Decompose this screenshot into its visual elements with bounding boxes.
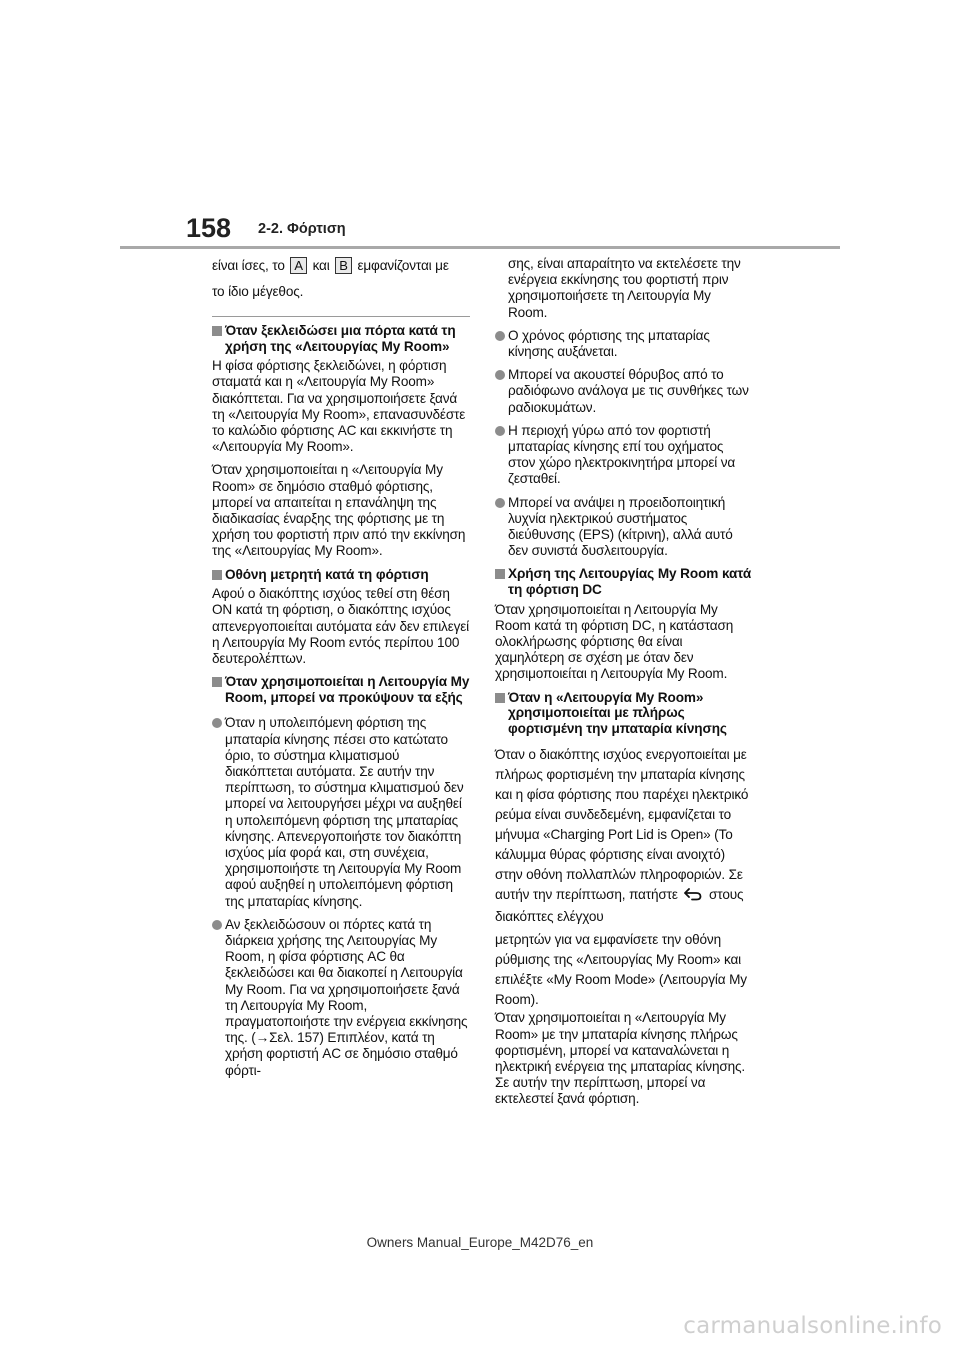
list-item-text: σης, είναι απαραίτητο να εκτελέσετε την ενέργεια εκκίνησης του φορτιστή πριν χρησιμοποιήσετε τη Λειτουργία My Room.	[508, 256, 741, 320]
heading-text: Χρήση της Λειτουργίας My Room κατά τη φόρτιση DC	[508, 566, 752, 598]
footer-text: Owners Manual_Europe_M42D76_en	[366, 1235, 594, 1250]
list-item-text: Η περιοχή γύρω από τον φορτιστή μπαταρίας κίνησης επί του οχήματος στον χώρο ηλεκτροκινητήρα μπορεί να ζεσταθεί.	[508, 422, 736, 487]
square-bullet-icon	[212, 677, 222, 687]
list-item	[212, 715, 470, 909]
heading-text: Οθόνη μετρητή κατά τη φόρτιση	[225, 566, 429, 582]
heading-my-room-effects	[212, 674, 470, 705]
list-item	[495, 367, 753, 416]
heading-text: Όταν χρησιμοποιείται η Λειτουργία My Room, μπορεί να προκύψουν τα εξής	[225, 674, 470, 705]
circle-bullet-icon	[495, 370, 505, 380]
list-item-text: Μπορεί να ανάψει η προειδοποιητική λυχνία ηλεκτρικού συστήματος διεύθυνσης (EPS) (κίτρινη), αλλά αυτό δεν συνιστά δυσλειτουργία.	[508, 494, 733, 559]
list-item-continued	[495, 256, 753, 321]
paragraph-text: Όταν ο διακόπτης ισχύος ενεργοποιείται με πλήρως φορτισμένη την μπαταρία κίνησης και η φίσα φόρτισης που παρέχει ηλεκτρικό ρεύμα είναι συνδεδεμένη, εμφανίζεται το μήνυμα «Charging Port Lid is Open» (Το κάλυμμα θύρας φόρτισης είναι ανοιχτό) στην οθόνη πολλαπλών πληροφοριών. Σε αυτήν την περίπτωση, πατήστε	[495, 747, 749, 903]
paragraph-text: στους διακόπτες ελέγχου	[495, 887, 744, 925]
section-title: 2-2. Φόρτιση	[258, 221, 346, 237]
paragraph: Όταν χρησιμοποιείται η Λειτουργία My Room κατά τη φόρτιση DC, η κατάσταση ολοκλήρωσης φόρτισης θα είναι χαμηλότερη σε σχέση με όταν δεν χρησιμοποιείται η Λειτουργία My Room.	[495, 601, 734, 682]
circle-bullet-icon	[212, 920, 222, 930]
list-item	[212, 917, 470, 1079]
list-item-text: Ο χρόνος φόρτισης της μπαταρίας κίνησης αυξάνεται.	[508, 327, 710, 360]
paragraph	[495, 745, 753, 927]
square-bullet-icon	[495, 693, 505, 703]
paragraph: Όταν χρησιμοποιείται η «Λειτουργία My Room» σε δημόσιο σταθμό φόρτισης, μπορεί να απαιτείται η επανάληψη της διαδικασίας έναρξης της φόρτισης με τη χρήση του φορτιστή πριν από την εκκίνηση της «Λειτουργίας My Room».	[212, 462, 466, 559]
paragraph: Η φίσα φόρτισης ξεκλειδώνει, η φόρτιση σταματά και η «Λειτουργία My Room» διακόπτεται. Για να χρησιμοποιήσετε ξανά τη «Λειτουργία My Room», επανασυνδέστε το καλώδιο φόρτισης AC και εκκινήστε τη «Λειτουργία My Room».	[212, 358, 466, 455]
list-item	[495, 495, 753, 560]
heading-text: Όταν η «Λειτουργία My Room» χρησιμοποιείται με πλήρως φορτισμένη την μπαταρία κίνησης	[508, 689, 727, 736]
header-rule	[120, 246, 840, 249]
section-divider	[212, 316, 470, 317]
heading-dc-charging	[495, 566, 753, 597]
marker-b-box: B	[335, 257, 352, 274]
left-column	[212, 256, 470, 1086]
marker-a-box: A	[290, 257, 307, 274]
list-item-text: Αν ξεκλειδώσουν οι πόρτες κατά τη διάρκεια χρήσης της Λειτουργίας My Room, η φίσα φόρτισης AC θα ξεκλειδώσει και θα διακοπεί η Λειτουργία My Room. Για να χρησιμοποιήσετε ξανά τη Λειτουργία My Room, πραγματοποιήστε την ενέργεια εκκίνησης της. (→Σελ. 157) Επιπλέον, κατά τη χρήση φορτιστή AC σε δημόσιο σταθμό φόρτι-	[225, 916, 468, 1078]
list-item	[495, 328, 753, 360]
intro-text-middle: και	[312, 258, 330, 273]
page-number: 158	[186, 213, 232, 243]
paragraph: Όταν χρησιμοποιείται η «Λειτουργία My Room» με την μπαταρία κίνησης πλήρως φορτισμένη, μπορεί να καταναλώνεται η ηλεκτρική ενέργεια της μπαταρίας κίνησης. Σε αυτήν την περίπτωση, μπορεί να εκτελεστεί ξανά φόρτιση.	[495, 1010, 746, 1107]
list-item-text: Όταν η υπολειπόμενη φόρτιση της μπαταρία κίνησης πέσει στο κατώτατο όριο, το σύστημα κλιματισμού διακόπτεται αυτόματα. Σε αυτήν την περίπτωση, το σύστημα κλιματισμού δεν μπορεί να λειτουργήσει μέχρι να αυξηθεί η υπολειπόμενη φόρτιση της μπαταρίας κίνησης. Απενεργοποιήστε τον διακόπτη ισχύος μία φορά και, στη συνέχεια, χρησιμοποιήστε τη Λειτουργία My Room αφού αυξηθεί η υπολειπόμενη φόρτιση της μπαταρίας κίνησης.	[225, 715, 464, 909]
circle-bullet-icon	[212, 718, 222, 728]
intro-text-after: εμφανίζονται με	[357, 258, 449, 273]
heading-meter-display	[212, 567, 470, 583]
circle-bullet-icon	[495, 498, 505, 508]
intro-text-before: είναι ίσες, το	[212, 258, 285, 273]
paragraph: μετρητών για να εμφανίσετε την οθόνη ρύθμισης της «Λειτουργίας My Room» και επιλέξτε «My Room Mode» (Λειτουργία My Room).	[495, 932, 747, 1008]
square-bullet-icon	[212, 570, 222, 580]
back-arrow-icon	[683, 887, 703, 907]
circle-bullet-icon	[495, 331, 505, 341]
right-column	[495, 256, 753, 1115]
intro-line-1	[212, 256, 470, 276]
heading-door-unlock	[212, 323, 470, 354]
paragraph: Αφού ο διακόπτης ισχύος τεθεί στη θέση ON κατά τη φόρτιση, ο διακόπτης ισχύος απενεργοποιείται αυτόματα εάν δεν επιλεγεί η Λειτουργία My Room εντός περίπου 100 δευτερολέπτων.	[212, 586, 470, 667]
watermark: carmanualsonline.info	[683, 1313, 942, 1339]
list-item	[495, 423, 753, 488]
list-item-text: Μπορεί να ακουστεί θόρυβος από το ραδιόφωνο ανάλογα με τις συνθήκες των ραδιοκυμάτων.	[508, 367, 749, 415]
square-bullet-icon	[212, 326, 222, 336]
circle-bullet-icon	[495, 426, 505, 436]
square-bullet-icon	[495, 569, 505, 579]
intro-line-2: το ίδιο μέγεθος.	[212, 284, 304, 299]
heading-text: Όταν ξεκλειδώσει μια πόρτα κατά τη χρήση της «Λειτουργίας My Room»	[225, 323, 456, 354]
heading-fully-charged	[495, 690, 753, 737]
